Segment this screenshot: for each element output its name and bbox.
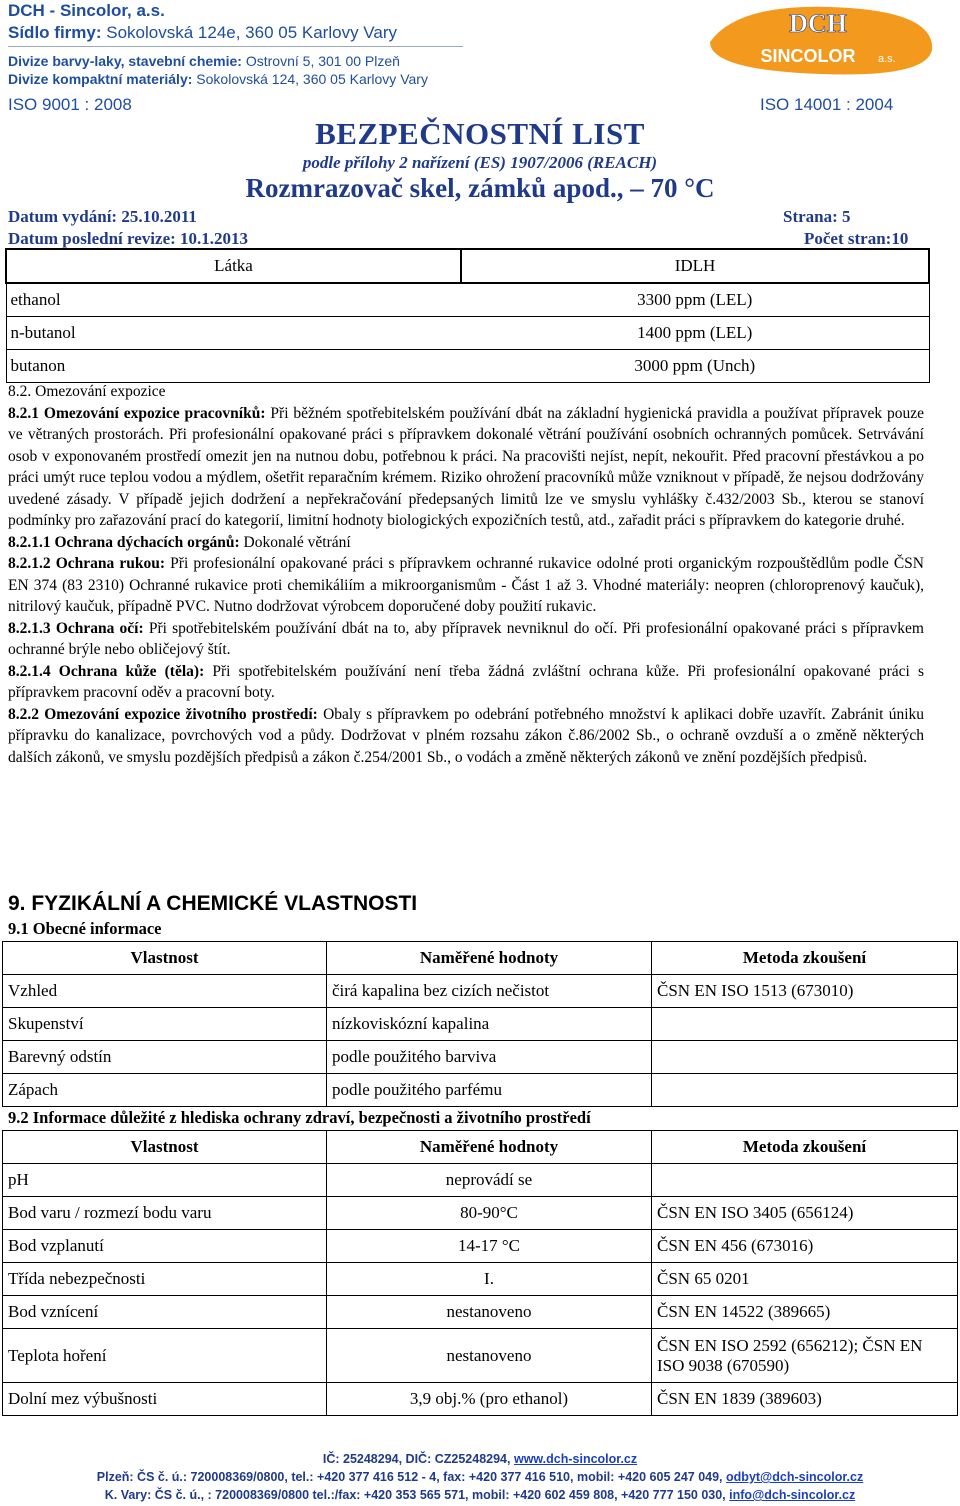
division-1 [8, 52, 428, 70]
health-safety-table [2, 1130, 958, 1416]
table-header-row [3, 1131, 958, 1164]
heading-9-2: 9.2 Informace důležité z hlediska ochrany zdraví, bezpečnosti a životního prostředí [8, 1108, 591, 1127]
seat-label: Sídlo firmy: [8, 23, 102, 42]
text-8-2-2: Obaly s přípravkem po odebrání potřebného množství k aplikaci dobře uzavřít. Zabránit úniku přípravku do kanalizace, povrchových vod a půdy. Dodržovat v plném rozsahu zákon č.86/2002 Sb., o ochraně ovzduší a o změně některých dalších zákonů, ve smyslu pozdějších předpisů a zákon č.254/2001 Sb., o vodách a změně některých zákonů ve znění pozdějších předpisů. [8, 705, 925, 766]
table-row [3, 1383, 958, 1416]
table-cell: Bod varu / rozmezí bodu varu [3, 1197, 327, 1230]
footer-line-1 [0, 1450, 960, 1468]
table-cell: Barevný odstín [3, 1041, 327, 1074]
table-cell: ČSN EN ISO 2592 (656212); ČSN EN ISO 9038 (670590) [652, 1329, 958, 1383]
paragraph-8-2-1-2 [8, 553, 924, 618]
text-8-2-1-2: Při profesionální opakované práci s přípravkem ochranné rukavice odolné proti organickým rozpouštědlům podle ČSN EN 374 (83 2310) Ochranné rukavice proti chemikáliím a mikroorganismům - Část 1 až 3. Vhodné materiály: neopren (chloroprenový kaučuk), nitrilový kaučuk, případně PVC. Nutno dodržovat výrobcem doporučené doby použití rukavic. [8, 555, 924, 615]
table-cell: Teplota hoření [3, 1329, 327, 1383]
issue-date: Datum vydání: 25.10.2011 [8, 207, 197, 226]
table-cell: podle použitého parfému [327, 1074, 652, 1107]
table-cell: I. [327, 1263, 652, 1296]
table-cell: 80-90°C [327, 1197, 652, 1230]
table-cell: 1400 ppm (LEL) [461, 317, 929, 350]
paragraph-8-2-1 [8, 403, 924, 532]
table-cell [652, 1041, 958, 1074]
table-cell: Bod vznícení [3, 1296, 327, 1329]
label-8-2-1-2: 8.2.1.2 Ochrana rukou: [8, 555, 166, 572]
table-cell: pH [3, 1164, 327, 1197]
table-row [3, 1164, 958, 1197]
table-cell: ČSN EN 456 (673016) [652, 1230, 958, 1263]
table-row [3, 1230, 958, 1263]
table-cell: Třída nebezpečnosti [3, 1263, 327, 1296]
footer-kvary: K. Vary: ČS č. ú., : 720008369/0800 tel.:/fax: +420 353 565 571, mobil: +420 602 459 808, +420 777 150 030, [104, 1488, 726, 1502]
table-cell: Bod vzplanutí [3, 1230, 327, 1263]
table-cell: nestanoveno [327, 1296, 652, 1329]
column-header: Vlastnost [3, 942, 327, 975]
dch-sincolor-logo [700, 0, 940, 80]
division-2-label: Divize kompaktní materiály: [8, 71, 193, 87]
text-8-2-1: Při běžném spotřebitelském používání dbát na základní hygienická pravidla a používat přípravek pouze ve větraných prostorách. Při profesionální opakované práci s přípravkem dokonalé větrání používání osobních ochranných pomůcek. Setrvávání osob v exponovaném prostředí omezit jen na nutnou dobu, potřebnou k práci. Na pracovišti nejíst, nepít, nekouřit. Před pracovní přestávkou a po práci umýt ruce teplou vodou a mýdlem, ošetřit reparačním krémem. Riziko ohrožení pracovníků může vzniknout v případě, že nejsou dodržovány uvedené zásady. V případě jejich dodržení a nepřekračování předepsaných limitů lze ve smyslu vyhlášky č.432/2003 Sb., kterou se stanoví podmínky pro zařazování prací do kategorií, limitní hodnoty biologických expozičních testů, atd., zařadit práci s přípravkem do kategorie druhé. [8, 404, 925, 529]
division-2 [8, 70, 428, 88]
table-cell: ČSN EN 14522 (389665) [652, 1296, 958, 1329]
column-header: Metoda zkoušení [652, 1131, 958, 1164]
table-row [3, 1041, 958, 1074]
section-8-2 [8, 381, 924, 768]
logo-text-bottom: SINCOLOR [760, 46, 856, 66]
paragraph-8-2-1-1 [8, 532, 924, 554]
column-header: Vlastnost [3, 1131, 327, 1164]
table-cell: Zápach [3, 1074, 327, 1107]
table-cell: 3000 ppm (Unch) [461, 350, 929, 383]
text-8-2-1-3: Při spotřebitelském používání dbát na to, aby přípravek nevniknul do očí. Při profesionální opakované práci s přípravkem ochranné brýle nebo obličejový štít. [8, 619, 924, 658]
email-odbyt-link[interactable]: odbyt@dch-sincolor.cz [726, 1470, 864, 1484]
column-header: Metoda zkoušení [652, 942, 958, 975]
table-cell: 3,9 obj.% (pro ethanol) [327, 1383, 652, 1416]
revision-date: Datum poslední revize: 10.1.2013 [8, 229, 249, 248]
table-cell: Vzhled [3, 975, 327, 1008]
heading-8-2: 8.2. Omezování expozice [8, 383, 166, 400]
table-cell: čirá kapalina bez cizích nečistot [327, 975, 652, 1008]
company-header [8, 0, 397, 44]
footer-line-3 [0, 1486, 960, 1504]
table-cell: butanon [6, 350, 461, 383]
table-cell: ČSN EN ISO 3405 (656124) [652, 1197, 958, 1230]
page-count: Počet stran:10 [804, 229, 909, 248]
table-cell [652, 1074, 958, 1107]
general-info-table [2, 941, 958, 1107]
table-cell: podle použitého barviva [327, 1041, 652, 1074]
heading-9-1: 9.1 Obecné informace [8, 919, 162, 938]
table-header-row [3, 942, 958, 975]
division-2-value: Sokolovská 124, 360 05 Karlovy Vary [196, 71, 428, 87]
column-header: Látka [6, 249, 461, 283]
table-row [3, 1263, 958, 1296]
header-divider [8, 46, 463, 47]
division-1-label: Divize barvy-laky, stavební chemie: [8, 53, 242, 69]
table-cell: ČSN EN 1839 (389603) [652, 1383, 958, 1416]
table-cell: nestanoveno [327, 1329, 652, 1383]
website-link[interactable]: www.dch-sincolor.cz [513, 1452, 638, 1466]
table-row [3, 1074, 958, 1107]
document-title: BEZPEČNOSTNÍ LIST [315, 116, 645, 151]
table-row [3, 975, 958, 1008]
paragraph-8-2-2 [8, 704, 924, 769]
table-cell [652, 1164, 958, 1197]
footer [0, 1450, 960, 1504]
table-row [3, 1197, 958, 1230]
company-name: DCH - Sincolor, a.s. [8, 1, 165, 20]
paragraph-8-2-1-4 [8, 661, 924, 704]
table-row [6, 350, 929, 383]
column-header: IDLH [461, 249, 929, 283]
table-cell [652, 1008, 958, 1041]
table-cell: Skupenství [3, 1008, 327, 1041]
text-8-2-1-1: Dokonalé větrání [243, 533, 351, 551]
table-cell: 14-17 °C [327, 1230, 652, 1263]
section-9-title: 9. FYZIKÁLNÍ A CHEMICKÉ VLASTNOSTI [8, 892, 418, 915]
column-header: Naměřené hodnoty [327, 942, 652, 975]
footer-plzen: Plzeň: ČS č. ú.: 720008369/0800, tel.: +420 377 416 512 - 4, fax: +420 377 416 510, mobil: +420 605 247 049, [96, 1470, 723, 1484]
column-header: Naměřené hodnoty [327, 1131, 652, 1164]
table-cell: nízkoviskózní kapalina [327, 1008, 652, 1041]
paragraph-8-2-1-3 [8, 618, 924, 661]
text-8-2-1-4: Při spotřebitelském používání není třeba žádná zvláštní ochrana kůže. Při profesionální opakované práci s přípravkem pracovní oděv a pracovní boty. [8, 662, 924, 701]
table-cell: n-butanol [6, 317, 461, 350]
product-name: Rozmrazovač skel, zámků apod., – 70 °C [245, 173, 715, 203]
iso-14001: ISO 14001 : 2004 [760, 95, 894, 114]
document-subtitle: podle přílohy 2 nařízení (ES) 1907/2006 (REACH) [302, 153, 658, 172]
footer-ids: IČ: 25248294, DIČ: CZ25248294, [322, 1452, 511, 1466]
table-row [3, 1008, 958, 1041]
table-row [6, 317, 929, 350]
iso-9001: ISO 9001 : 2008 [8, 95, 132, 114]
label-8-2-1-3: 8.2.1.3 Ochrana očí: [8, 619, 144, 637]
idlh-table [5, 248, 930, 383]
table-row [6, 283, 929, 317]
label-8-2-1-4: 8.2.1.4 Ochrana kůže (těla): [8, 662, 205, 680]
table-cell: Dolní mez výbušnosti [3, 1383, 327, 1416]
logo-text-suffix: a.s. [878, 53, 896, 65]
table-cell: neprovádí se [327, 1164, 652, 1197]
table-header-row [6, 249, 929, 283]
logo-text-top: DCH [789, 9, 847, 38]
seat-value: Sokolovská 124e, 360 05 Karlovy Vary [106, 23, 397, 42]
table-cell: 3300 ppm (LEL) [461, 283, 929, 317]
table-cell: ČSN EN ISO 1513 (673010) [652, 975, 958, 1008]
email-info-link[interactable]: info@dch-sincolor.cz [729, 1488, 856, 1502]
label-8-2-1-1: 8.2.1.1 Ochrana dýchacích orgánů: [8, 533, 240, 551]
company-divisions [8, 52, 428, 88]
table-row [3, 1329, 958, 1383]
footer-line-2 [0, 1468, 960, 1486]
label-8-2-1: 8.2.1 Omezování expozice pracovníků: [8, 404, 266, 422]
table-row [3, 1296, 958, 1329]
company-seat [8, 22, 397, 44]
table-cell: ethanol [6, 283, 461, 317]
label-8-2-2: 8.2.2 Omezování expozice životního prostředí: [8, 705, 318, 723]
division-1-value: Ostrovní 5, 301 00 Plzeň [245, 53, 400, 69]
table-cell: ČSN 65 0201 [652, 1263, 958, 1296]
page-number: Strana: 5 [783, 207, 851, 226]
